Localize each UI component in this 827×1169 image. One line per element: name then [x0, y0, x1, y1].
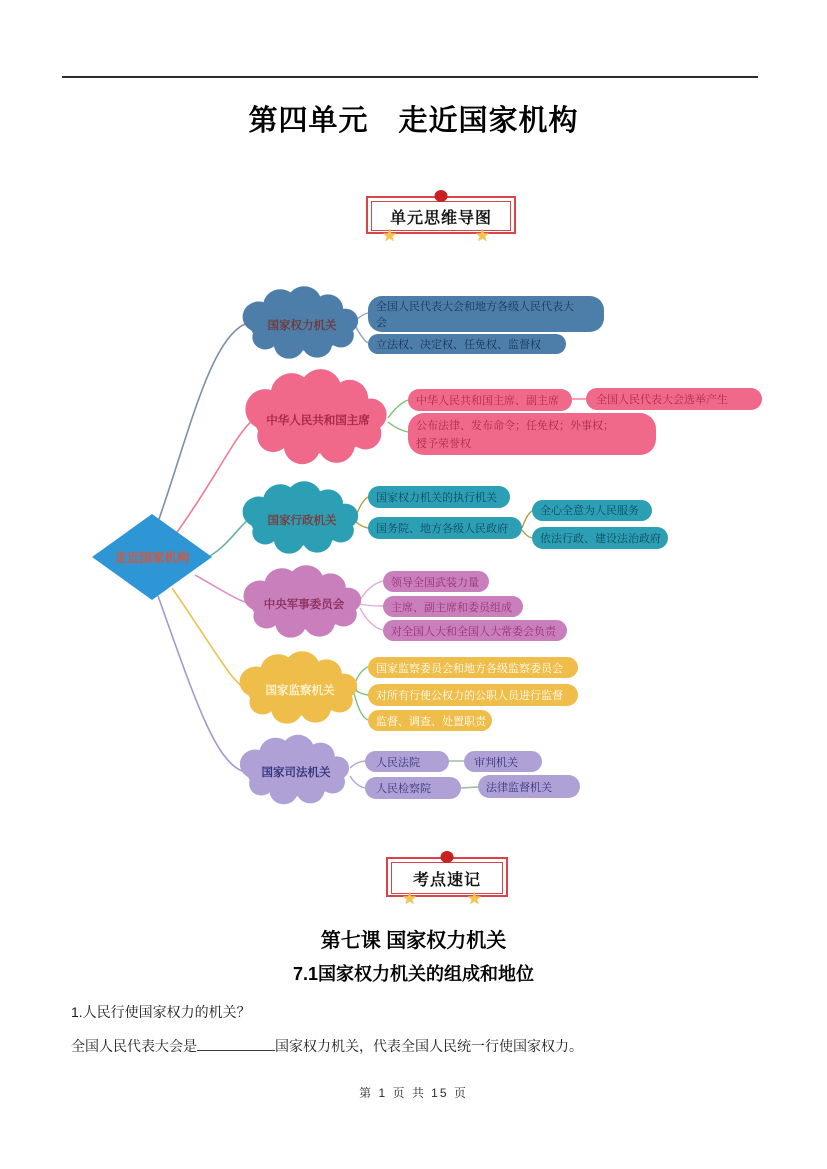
red-dot-icon — [441, 851, 454, 863]
branch-label: 中华人民共和国主席 — [266, 415, 370, 427]
node-label: 授予荣誉权 — [416, 438, 471, 450]
answer-prefix: 全国人民代表大会是 — [71, 1038, 197, 1054]
connector-line — [360, 608, 383, 630]
connector-line — [356, 522, 368, 528]
question-text: 1.人民行使国家权力的机关？ — [71, 1004, 251, 1020]
keypoints-badge — [386, 857, 508, 908]
connector-line — [356, 327, 368, 343]
connector-line — [210, 520, 248, 556]
page-title: 第四单元 走近国家机构 — [248, 105, 579, 137]
root-label: 走近国家机构 — [114, 551, 190, 565]
node-label: 法律监督机关 — [486, 782, 552, 794]
root-node — [92, 514, 212, 600]
node-label: 公布法律、发布命令；任免权；外事权； — [416, 420, 614, 432]
connector-line — [350, 776, 365, 788]
connector-line — [522, 530, 532, 538]
answer-suffix: 国家权力机关，代表全国人民统一行使国家权力。 — [275, 1038, 583, 1054]
node-label: 全心全意为人民服务 — [540, 505, 639, 517]
branch-state-power — [243, 286, 604, 358]
branch-president — [245, 369, 762, 464]
node-label: 国务院、地方各级人民政府 — [376, 523, 508, 535]
branch-administrative — [243, 481, 668, 553]
node-label: 立法权、决定权、任免权、监督权 — [376, 339, 541, 351]
node-label: 人民检察院 — [376, 783, 431, 795]
node-label: 领导全国武装力量 — [391, 577, 479, 589]
node-label: 国家监察委员会和地方各级监察委员会 — [376, 663, 563, 675]
connector-line — [195, 575, 252, 604]
node-label: 会 — [376, 317, 387, 329]
node-label: 全国人民代表大会和地方各级人民代表大 — [376, 301, 574, 313]
answer-blank — [197, 1037, 275, 1051]
connector-line — [175, 421, 252, 535]
node-label: 对所有行使公权力的公职人员进行监督 — [376, 690, 563, 702]
badge-label: 单元思维导图 — [371, 201, 511, 231]
connector-line — [360, 604, 383, 606]
connector-line — [461, 787, 478, 788]
badge-label: 考点速记 — [391, 862, 503, 894]
connector-line — [388, 422, 408, 432]
branch-label: 国家行政机关 — [267, 515, 337, 527]
connector-line — [388, 400, 408, 418]
node-label: 对全国人大和全国人大常委会负责 — [391, 626, 556, 638]
star-icon: ★ — [402, 889, 418, 908]
connector-line — [522, 511, 532, 528]
node-label: 主席、副主席和委员组成 — [391, 602, 512, 614]
node-label: 审判机关 — [474, 757, 518, 769]
branch-label: 中央军事委员会 — [263, 599, 345, 611]
branch-label: 国家司法机关 — [261, 767, 331, 779]
connector-line — [350, 761, 365, 768]
connector-line — [360, 581, 383, 600]
subsection-title: 7.1国家权力机关的组成和地位 — [292, 964, 535, 984]
branch-label: 国家权力机关 — [267, 320, 337, 332]
page-footer: 第 1 页 共 15 页 — [359, 1086, 468, 1100]
node-label: 监督、调查、处置职责 — [376, 716, 486, 728]
star-icon: ★ — [382, 226, 398, 245]
node-label: 全国人民代表大会选举产生 — [596, 394, 728, 406]
connector-line — [158, 596, 242, 771]
branch-label: 国家监察机关 — [265, 685, 335, 697]
star-icon: ★ — [474, 226, 490, 245]
branch-military — [244, 565, 568, 641]
node-label: 依法行政、建设法治政府 — [540, 533, 661, 545]
branch-judicial — [240, 735, 580, 805]
node-label: 人民法院 — [376, 757, 420, 769]
branch-supervisory — [240, 651, 579, 731]
node-label: 国家权力机关的执行机关 — [376, 492, 497, 504]
node-label: 中华人民共和国主席、副主席 — [416, 395, 559, 407]
answer-text — [71, 1036, 791, 1056]
connector-line — [172, 588, 246, 689]
connector-line — [354, 693, 368, 720]
connector-line — [158, 324, 245, 522]
lesson-title: 第七课 国家权力机关 — [320, 930, 507, 952]
star-icon: ★ — [466, 889, 482, 908]
